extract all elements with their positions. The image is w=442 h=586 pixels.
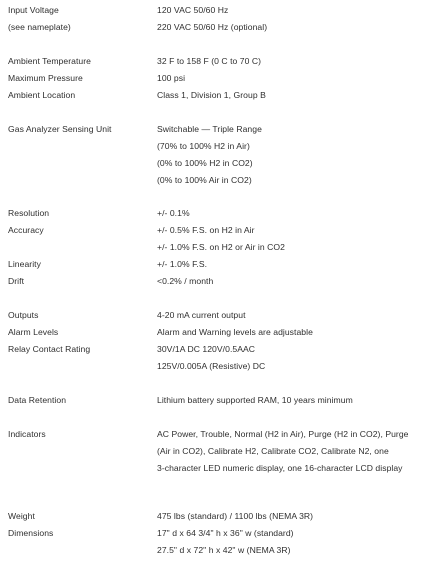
- spec-value-line: (0% to 100% H2 in CO2): [157, 158, 253, 168]
- spec-value-line: Class 1, Division 1, Group B: [157, 90, 266, 100]
- spec-value-line: +/- 0.1%: [157, 208, 190, 218]
- spec-value: [157, 222, 285, 256]
- spec-value-line: (0% to 100% Air in CO2): [157, 175, 252, 185]
- spec-label-line: Weight: [8, 511, 35, 521]
- spec-value-line: Alarm and Warning levels are adjustable: [157, 327, 313, 337]
- spec-value: [157, 53, 261, 70]
- spec-label: [8, 222, 44, 239]
- spec-value: [157, 324, 313, 341]
- spec-label: [8, 307, 38, 324]
- spec-value: [157, 307, 246, 324]
- spec-label: [8, 508, 35, 525]
- spec-value: [157, 341, 265, 375]
- spec-value-line: Lithium battery supported RAM, 10 years minimum: [157, 395, 353, 405]
- spec-label-line: Dimensions: [8, 528, 54, 538]
- spec-label-line: Drift: [8, 276, 25, 286]
- spec-label: [8, 273, 24, 290]
- spec-label: [8, 2, 71, 36]
- spec-label-line: Maximum Pressure: [8, 73, 83, 83]
- spec-label: [8, 324, 58, 341]
- spec-value-line: <0.2% / month: [157, 276, 214, 286]
- spec-value: [157, 87, 266, 104]
- spec-label-line: Ambient Location: [8, 90, 76, 100]
- spec-value: [157, 426, 409, 477]
- spec-value-line: 125V/0.005A (Resistive) DC: [157, 361, 266, 371]
- spec-value-line: AC Power, Trouble, Normal (H2 in Air), Purge (H2 in CO2), Purge: [157, 429, 409, 439]
- spec-label-line: Indicators: [8, 429, 46, 439]
- spec-value-line: +/- 1.0% F.S. on H2 or Air in CO2: [157, 242, 285, 252]
- spec-label: [8, 392, 66, 409]
- spec-label: [8, 426, 46, 443]
- spec-label-line: Linearity: [8, 259, 41, 269]
- spec-label-line: Alarm Levels: [8, 327, 59, 337]
- spec-value: [157, 205, 190, 222]
- spec-value-line: 120 VAC 50/60 Hz: [157, 5, 229, 15]
- spec-value-line: 17" d x 64 3/4" h x 36" w (standard): [157, 528, 294, 538]
- spec-value-line: (Air in CO2), Calibrate H2, Calibrate CO2, Calibrate N2, one: [157, 446, 389, 456]
- spec-value-line: 27.5" d x 72" h x 42" w (NEMA 3R): [157, 545, 291, 555]
- spec-label: [8, 341, 90, 358]
- spec-label: [8, 256, 41, 273]
- spec-value-line: 3-character LED numeric display, one 16-character LCD display: [157, 463, 403, 473]
- spec-value-line: 475 lbs (standard) / 1100 lbs (NEMA 3R): [157, 511, 314, 521]
- spec-value: [157, 508, 313, 525]
- spec-value: [157, 273, 213, 290]
- spec-value-line: 4-20 mA current output: [157, 310, 246, 320]
- spec-label: [8, 70, 83, 87]
- spec-label-line: (see nameplate): [8, 22, 71, 32]
- spec-label-line: Ambient Temperature: [8, 56, 91, 66]
- spec-label-line: Data Retention: [8, 395, 67, 405]
- spec-label-line: Relay Contact Rating: [8, 344, 91, 354]
- spec-value-line: 30V/1A DC 120V/0.5AAC: [157, 344, 256, 354]
- spec-value-line: 32 F to 158 F (0 C to 70 C): [157, 56, 262, 66]
- spec-label-line: Outputs: [8, 310, 39, 320]
- spec-value-line: Switchable — Triple Range: [157, 124, 262, 134]
- spec-value-line: 100 psi: [157, 73, 186, 83]
- spec-label: [8, 121, 111, 138]
- spec-label: [8, 53, 91, 70]
- spec-value: [157, 121, 262, 189]
- spec-value: [157, 2, 267, 36]
- spec-value-line: (70% to 100% H2 in Air): [157, 141, 250, 151]
- spec-value-line: 220 VAC 50/60 Hz (optional): [157, 22, 268, 32]
- spec-label-line: Input Voltage: [8, 5, 59, 15]
- spec-value: [157, 392, 353, 409]
- spec-label: [8, 87, 75, 104]
- spec-value: [157, 70, 185, 87]
- spec-value: [157, 256, 207, 273]
- spec-label: [8, 525, 53, 542]
- spec-value-line: +/- 0.5% F.S. on H2 in Air: [157, 225, 255, 235]
- spec-label: [8, 205, 49, 222]
- spec-label-line: Resolution: [8, 208, 50, 218]
- spec-value-line: +/- 1.0% F.S.: [157, 259, 208, 269]
- spec-value: [157, 525, 294, 559]
- spec-label-line: Gas Analyzer Sensing Unit: [8, 124, 112, 134]
- spec-label-line: Accuracy: [8, 225, 44, 235]
